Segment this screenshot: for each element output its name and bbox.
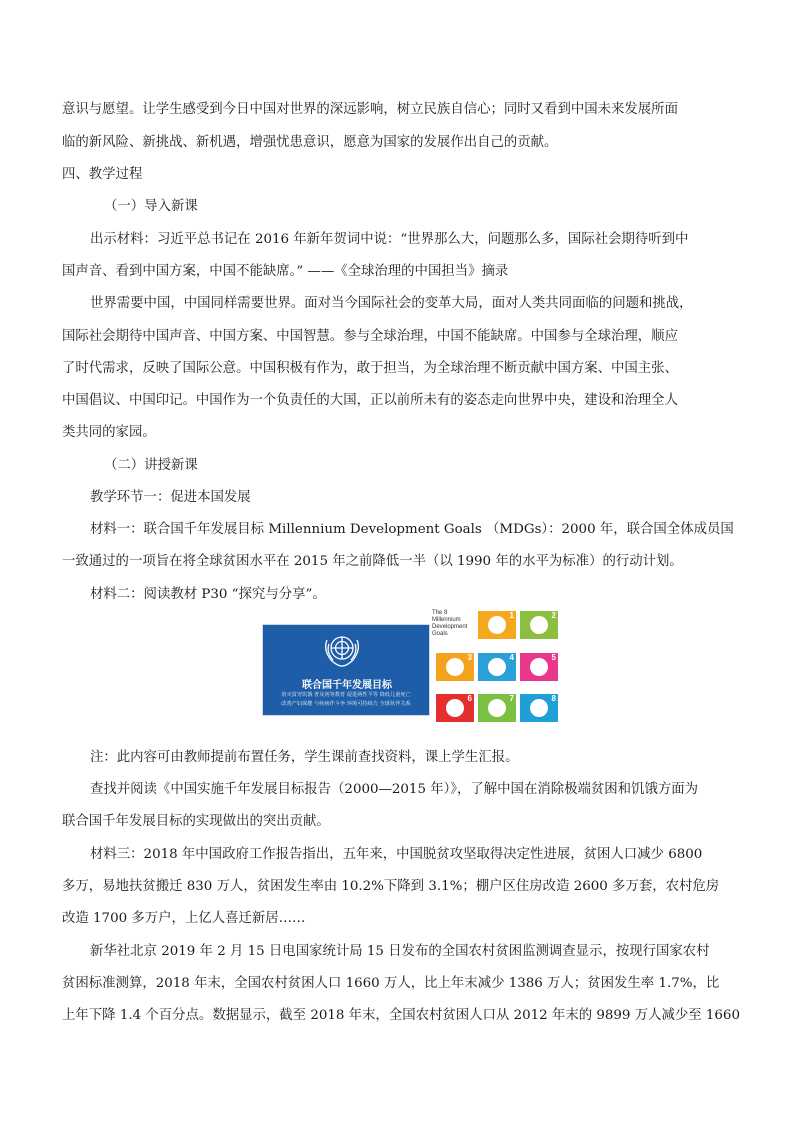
paragraph-line: 世界需要中国，中国同样需要世界。面对当今国际社会的变革大局，面对人类共同面临的问题和挑战， [90, 296, 693, 311]
mdg-goal-tile: 6 [436, 694, 474, 722]
paragraph-line: 一致通过的一项旨在将全球贫困水平在 2015 年之前降低一半（以 1990 年的水平为标准）的行动计划。 [62, 554, 683, 569]
subsection-heading: （一）导入新课 [104, 199, 198, 214]
mdg-figure [262, 607, 564, 730]
paragraph-line: 多万，易地扶贫搬迁 830 万人，贫困发生率由 10.2%下降到 3.1%；棚户区住房改造 2600 多万套，农村危房 [62, 879, 720, 894]
mdg-goal-tile: 3 [436, 653, 474, 681]
banner-title: 联合国千年发展目标 [302, 680, 392, 691]
mdg-goal-tile: 1 [478, 611, 516, 639]
paragraph-line: 查找并阅读《中国实施千年发展目标报告（2000—2015 年）》，了解中国在消除极端贫困和饥饿方面为 [90, 782, 699, 797]
mdg-goal-tile: 2 [520, 611, 558, 639]
banner-subtitle: 改善产妇保健 与疾病作斗争 环境可持续力 全球伙伴关系 [281, 701, 411, 707]
paragraph-line: 了时代需求，反映了国际公意。中国积极有作为，敢于担当，为全球治理不断贡献中国方案、中国主张、 [62, 361, 678, 376]
paragraph-line: 新华社北京 2019 年 2 月 15 日电国家统计局 15 日发布的全国农村贫困监测调查显示，按现行国家农村 [90, 944, 710, 959]
paragraph-line: 注：此内容可由教师提前布置任务，学生课前查找资料，课上学生汇报。 [90, 750, 519, 765]
mdg-heading: The 8 Millennium Development Goals [432, 610, 468, 637]
medicine-icon [446, 699, 464, 717]
paragraph-line: 出示材料：习近平总书记在 2016 年新年贺词中说：“世界那么大，问题那么多，国际社会期待听到中 [90, 232, 689, 247]
paragraph-line: 联合国千年发展目标的实现做出的突出贡献。 [62, 814, 330, 829]
paragraph-line: 意识与愿望。让学生感受到今日中国对世界的深远影响，树立民族自信心；同时又看到中国未来发展所面 [62, 102, 678, 117]
bowl-icon [488, 616, 506, 634]
banner-subtitle: 消灭贫穷饥饿 普及初等教育 促进两性平等 降低儿童死亡 [281, 692, 411, 698]
partnership-icon [530, 699, 548, 717]
gender-icon [446, 658, 464, 676]
paragraph-line: 材料三：2018 年中国政府工作报告指出，五年来，中国脱贫攻坚取得决定性进展，贫困人口减少 6800 [90, 847, 703, 862]
mother-icon [530, 658, 548, 676]
paragraph-line: 材料二：阅读教材 P30 “探究与分享”。 [90, 587, 326, 602]
mdg-goal-tile: 8 [520, 694, 558, 722]
mdg-goal-tile: 4 [478, 653, 516, 681]
paragraph-line: 改造 1700 多万户，上亿人喜迁新居…… [62, 911, 306, 926]
mdg-goal-tile: 5 [520, 653, 558, 681]
paragraph-line: 国声音、看到中国方案，中国不能缺席。” ——《全球治理的中国担当》摘录 [62, 264, 509, 279]
paragraph-line: 国际社会期待中国声音、中国方案、中国智慧。参与全球治理，中国不能缺席。中国参与全球治理，顺应 [62, 329, 678, 344]
paragraph-line: 贫困标准测算，2018 年末，全国农村贫困人口 1660 万人，比上年末减少 1386 万人；贫困发生率 1.7%，比 [62, 976, 720, 991]
subsection-heading: （二）讲授新课 [104, 458, 198, 473]
section-heading: 四、教学过程 [62, 167, 143, 182]
globe-icon [488, 699, 506, 717]
un-emblem-icon [319, 630, 365, 670]
paragraph-line: 材料一：联合国千年发展目标 Millennium Development Goals （MDGs）：2000 年，联合国全体成员国 [90, 522, 734, 537]
mdg-goal-tile: 7 [478, 694, 516, 722]
paragraph-line: 教学环节一：促进本国发展 [90, 490, 251, 505]
mdg-banner [262, 624, 430, 716]
paragraph-line: 临的新风险、新挑战、新机遇，增强忧患意识，愿意为国家的发展作出自己的贡献。 [62, 135, 558, 150]
child-icon [488, 658, 506, 676]
paragraph-line: 上年下降 1.4 个百分点。数据显示，截至 2018 年末，全国农村贫困人口从 2012 年末的 9899 万人减少至 1660 [62, 1008, 740, 1023]
paragraph-line: 中国倡议、中国印记。中国作为一个负责任的大国，正以前所未有的姿态走向世界中央，建设和治理全人 [62, 393, 678, 408]
pencil-icon [530, 616, 548, 634]
paragraph-line: 类共同的家园。 [62, 425, 156, 440]
